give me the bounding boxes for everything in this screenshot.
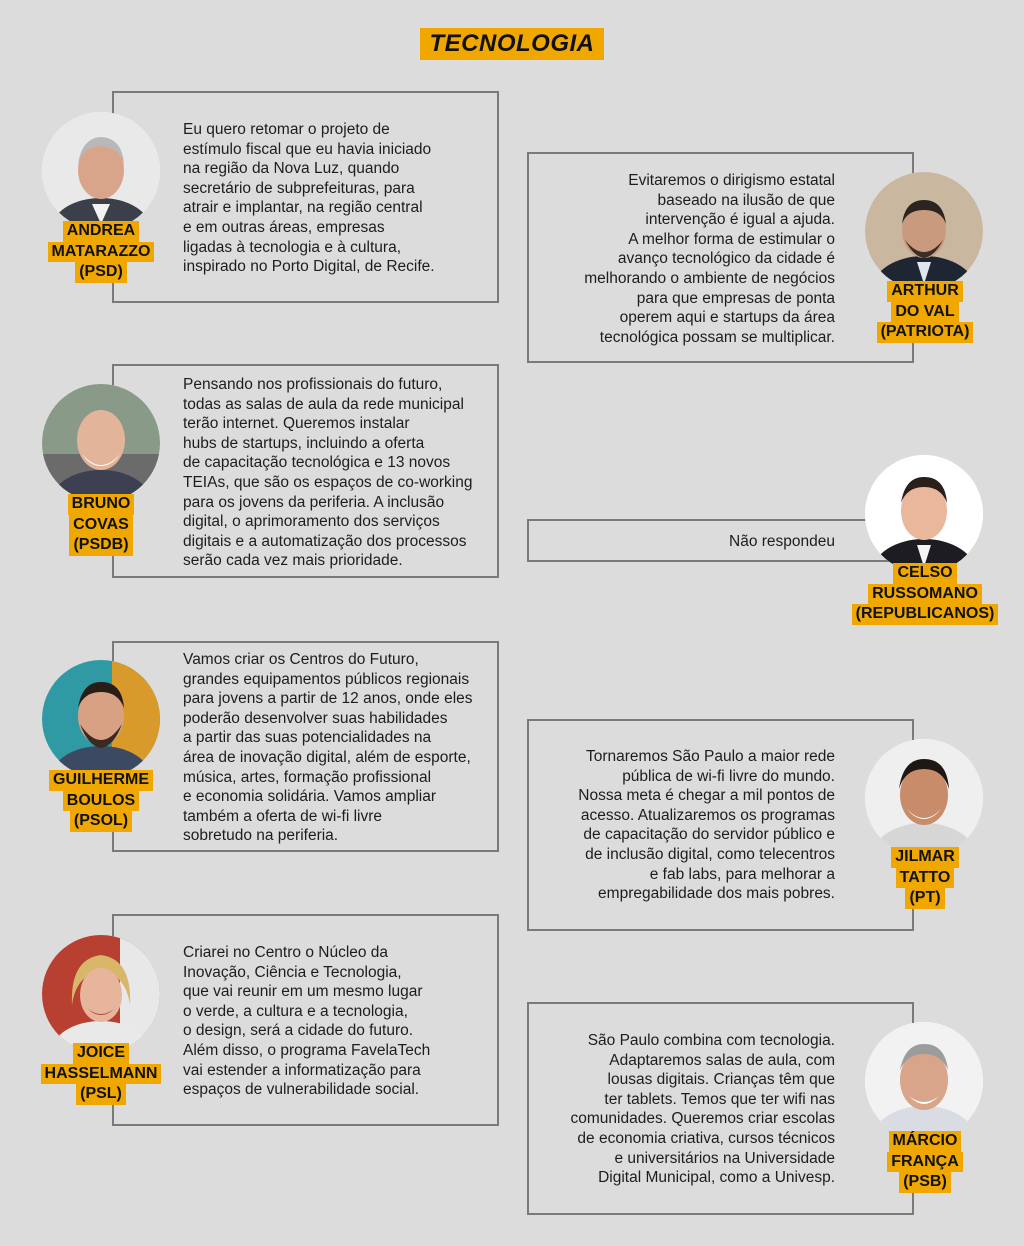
name-label-andrea-matarazzo [36,221,166,283]
portrait-celso-russomano [865,455,983,573]
candidate-name-line-2: DO VAL [891,302,958,323]
candidate-name-line-2: MATARAZZO [48,242,155,263]
answer-text-guilherme-boulos: Vamos criar os Centros do Futuro, grandes equipamentos públicos regionais para jovens a partir de 12 anos, onde eles poderão desenvolver suas habilidades a partir das suas potencialidades na área de inovação digital, além de esporte, música, artes, formação profissional e economia solidária. Vamos ampliar também a oferta de wi-fi livre sobretudo na periferia. [183,651,473,845]
candidate-party: (PT) [905,888,944,909]
candidate-party: (PSB) [899,1172,951,1193]
name-label-celso-russomano [845,563,1005,625]
candidate-name-line-1: BRUNO [68,494,135,515]
candidate-name-line-1: MÁRCIO [889,1131,962,1152]
answer-text-bruno-covas: Pensando nos profissionais do futuro, todas as salas de aula da rede municipal terão internet. Queremos instalar hubs de startups, incluindo a oferta de capacitação tecnológica e 13 novos TEIAs, que são os espaços de co-working para os jovens da periferia. A inclusão digital, o aprimoramento dos serviços digitais e a automatização dos processos serão cada vez mais prioridade. [183,376,473,570]
candidate-party: (PATRIOTA) [877,322,974,343]
candidate-name-line-1: JILMAR [891,847,959,868]
candidate-name-line-1: JOICE [73,1043,129,1064]
candidate-name-line-1: ANDREA [63,221,139,242]
portrait-marcio-franca [865,1022,983,1140]
portrait-arthur-do-val [865,172,983,290]
answer-text-marcio-franca: São Paulo combina com tecnologia. Adaptaremos salas de aula, com lousas digitais. Crianças têm que ter tablets. Temos que ter wifi nas comunidades. Queremos criar escolas de economia criativa, cursos técnicos e universitários na Universidade Digital Municipal, como a Univesp. [570,1032,835,1187]
candidate-party: (PSD) [75,262,127,283]
candidate-name-line-2: HASSELMANN [41,1064,162,1085]
name-label-arthur-do-val [850,281,1000,343]
answer-text-andrea-matarazzo: Eu quero retomar o projeto de estímulo fiscal que eu havia iniciado na região da Nova Luz, quando secretário de subprefeituras, para atrair e implantar, na região central e em outras áreas, empresas ligadas à tecnologia e à cultura, inspirado no Porto Digital, de Recife. [183,121,435,276]
candidate-name-line-1: ARTHUR [887,281,963,302]
name-label-joice-hasselmann [31,1043,171,1105]
answer-text-jilmar-tatto: Tornaremos São Paulo a maior rede pública de wi-fi livre do mundo. Nossa meta é chegar a mil pontos de acesso. Atualizaremos os programas de capacitação do servidor público e de inclusão digital, como telecentros e fab labs, para melhorar a empregabilidade dos mais pobres. [578,748,835,903]
name-label-guilherme-boulos [36,770,166,832]
portrait-bruno-covas [42,384,160,502]
candidate-party: (PSOL) [70,811,132,832]
portrait-guilherme-boulos [42,660,160,778]
answer-text-arthur-do-val: Evitaremos o dirigismo estatal baseado na ilusão de que intervenção é igual a ajuda. A melhor forma de estimular o avanço tecnológico da cidade é melhorando o ambiente de negócios para que empresas de ponta operem aqui e startups da área tecnológica possam se multiplicar. [584,172,835,346]
candidate-name-line-1: CELSO [893,563,956,584]
candidate-name-line-2: RUSSOMANO [868,584,982,605]
name-label-bruno-covas [36,494,166,556]
name-label-marcio-franca [860,1131,990,1193]
candidate-party: (REPUBLICANOS) [852,604,999,625]
answer-box-celso-russomano [527,519,914,562]
candidate-name-line-2: BOULOS [63,791,139,812]
portrait-jilmar-tatto [865,739,983,857]
candidate-party: (PSDB) [69,535,132,556]
portrait-joice-hasselmann [42,935,160,1053]
candidate-name-line-2: FRANÇA [887,1152,963,1173]
answer-text-celso-russomano: Não respondeu [729,533,835,550]
section-title: TECNOLOGIA [420,28,604,60]
name-label-jilmar-tatto [860,847,990,909]
candidate-name-line-2: COVAS [69,515,133,536]
candidate-party: (PSL) [76,1084,126,1105]
answer-text-joice-hasselmann: Criarei no Centro o Núcleo da Inovação, Ciência e Tecnologia, que vai reunir em um mesmo lugar o verde, a cultura e a tecnologia, o design, será a cidade do futuro. Além disso, o programa FavelaTech vai estender a informatização para espaços de vulnerabilidade social. [183,944,431,1099]
portrait-andrea-matarazzo [42,112,160,230]
candidate-name-line-2: TATTO [896,868,955,889]
candidate-name-line-1: GUILHERME [49,770,153,791]
